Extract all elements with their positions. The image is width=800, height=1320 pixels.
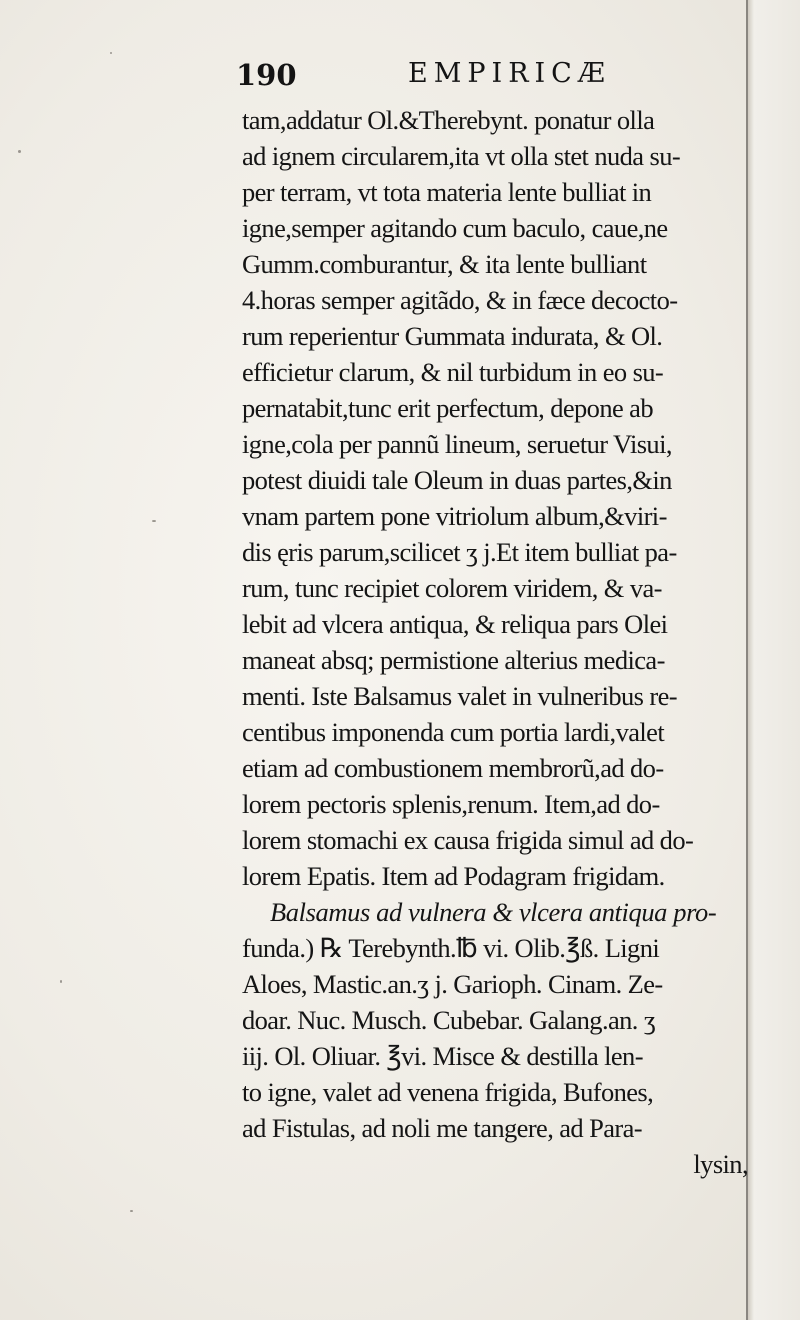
text-line: lorem stomachi ex causa frigida simul ad do-: [242, 825, 694, 855]
text-line: lebit ad vlcera antiqua, & reliqua pars Olei: [242, 609, 668, 639]
text-line: igne,semper agitando cum baculo, caue,ne: [242, 213, 668, 243]
text-line: etiam ad combustionem membrorũ,ad do-: [242, 753, 664, 783]
text-line: to igne, valet ad venena frigida, Bufones,: [242, 1077, 654, 1107]
text-line: tam,addatur Ol.&Therebynt. ponatur olla: [242, 105, 655, 135]
text-line: iij. Ol. Oliuar. ℥vi. Misce & destilla len-: [242, 1041, 643, 1071]
text-line: maneat absq; permistione alterius medica-: [242, 645, 665, 675]
text-line: doar. Nuc. Musch. Cubebar. Galang.an. ʒ: [242, 1005, 655, 1035]
text-line: funda.) ℞ Terebynth.℔ vi. Olib.℥ß. Ligni: [242, 933, 660, 963]
catchword: lysin,: [693, 1149, 748, 1179]
text-line: potest diuidi tale Oleum in duas partes,&in: [242, 465, 672, 495]
text-block: [242, 102, 762, 1182]
text-line: Balsamus ad vulnera & vlcera antiqua pro-: [270, 897, 717, 927]
text-line: menti. Iste Balsamus valet in vulneribus re-: [242, 681, 678, 711]
paper-speck: [130, 1210, 133, 1212]
text-line: per terram, vt tota materia lente bulliat in: [242, 177, 652, 207]
text-line: rum, tunc recipiet colorem viridem, & va-: [242, 573, 662, 603]
text-line: dis ęris parum,scilicet ʒ j.Et item bulliat pa-: [242, 537, 677, 567]
text-line: centibus imponenda cum portia lardi,valet: [242, 717, 665, 747]
paper-speck: [110, 52, 112, 54]
text-line: vnam partem pone vitriolum album,&viri-: [242, 501, 667, 531]
text-line: rum reperientur Gummata indurata, & Ol.: [242, 321, 663, 351]
text-line: ad ignem circularem,ita vt olla stet nuda su-: [242, 141, 681, 171]
text-line: igne,cola per pannũ lineum, seruetur Visui,: [242, 429, 672, 459]
text-line: Aloes, Mastic.an.ʒ j. Garioph. Cinam. Ze-: [242, 969, 663, 999]
text-line: pernatabit,tunc erit perfectum, depone ab: [242, 393, 653, 423]
running-head: EMPIRICÆ: [408, 58, 611, 89]
text-line: 4.horas semper agitãdo, & in fæce decocto-: [242, 285, 678, 315]
text-line: lorem Epatis. Item ad Podagram frigidam.: [242, 861, 665, 891]
page-header: [236, 58, 666, 98]
text-line: efficietur clarum, & nil turbidum in eo su-: [242, 357, 664, 387]
paper-speck: [60, 980, 62, 983]
paper-speck: [152, 520, 156, 522]
paper-speck: [18, 150, 21, 153]
text-line: ad Fistulas, ad noli me tangere, ad Para-: [242, 1113, 643, 1143]
text-line: Gumm.comburantur, & ita lente bulliant: [242, 249, 647, 279]
page-number: 190: [236, 58, 297, 92]
text-line: lorem pectoris splenis,renum. Item,ad do-: [242, 789, 660, 819]
